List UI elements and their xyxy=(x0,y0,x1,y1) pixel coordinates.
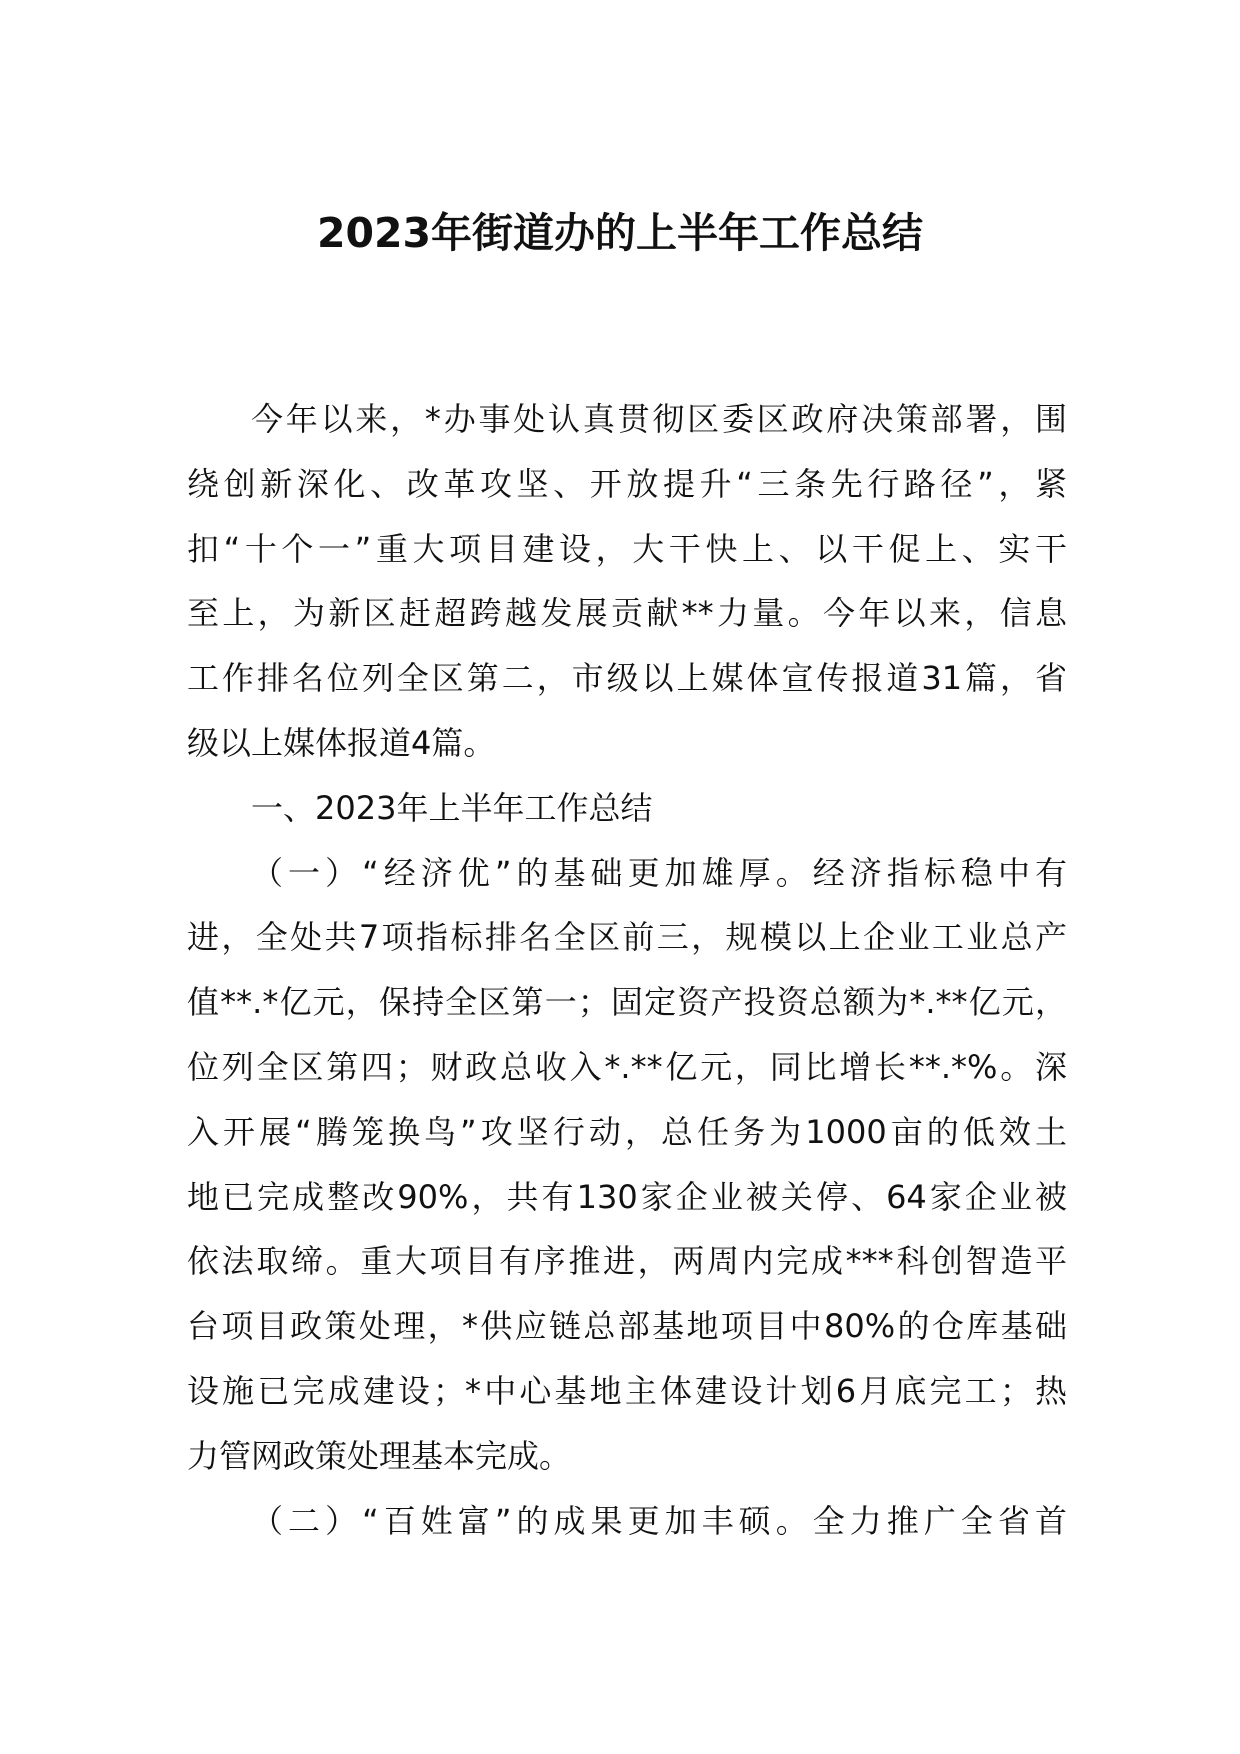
body-line: 一、2023年上半年工作总结 xyxy=(251,788,653,827)
body-line: （一）“经济优”的基础更加雄厚。经济指标稳中有 xyxy=(251,853,1067,892)
body-line: 入开展“腾笼换鸟”攻坚行动，总任务为1000亩的低效土 xyxy=(187,1112,1067,1151)
body-line: 今年以来，*办事处认真贯彻区委区政府决策部署，围 xyxy=(251,400,1067,438)
body-line: 至上，为新区赶超跨越发展贡献**力量。今年以来，信息 xyxy=(187,594,1067,633)
body-line: 值**.*亿元，保持全区第一；固定资产投资总额为*.**亿元， xyxy=(187,983,1067,1022)
body-line: 级以上媒体报道4篇。 xyxy=(187,723,496,762)
body-line: 绕创新深化、改革攻坚、开放提升“三条先行路径”，紧 xyxy=(187,464,1067,503)
body-line: 地已完成整改90%，共有130家企业被关停、64家企业被 xyxy=(187,1177,1067,1216)
document-body xyxy=(187,387,1067,1553)
body-line: 位列全区第四；财政总收入*.**亿元，同比增长**.*%。深 xyxy=(187,1047,1067,1086)
body-line: 设施已完成建设；*中心基地主体建设计划6月底完工；热 xyxy=(187,1371,1067,1410)
body-line: 力管网政策处理基本完成。 xyxy=(187,1436,572,1475)
body-line: 工作排名位列全区第二，市级以上媒体宣传报道31篇，省 xyxy=(187,659,1067,698)
body-line: 进，全处共7项指标排名全区前三，规模以上企业工业总产 xyxy=(187,918,1067,957)
body-line: 依法取缔。重大项目有序推进，两周内完成***科创智造平 xyxy=(187,1242,1067,1281)
body-line: 台项目政策处理，*供应链总部基地项目中80%的仓库基础 xyxy=(187,1307,1067,1346)
body-line: （二）“百姓富”的成果更加丰硕。全力推广全省首 xyxy=(251,1501,1067,1540)
document-title: 2023年街道办的上半年工作总结 xyxy=(316,209,924,257)
body-line: 扣“十个一”重大项目建设，大干快上、以干促上、实干 xyxy=(187,529,1067,568)
